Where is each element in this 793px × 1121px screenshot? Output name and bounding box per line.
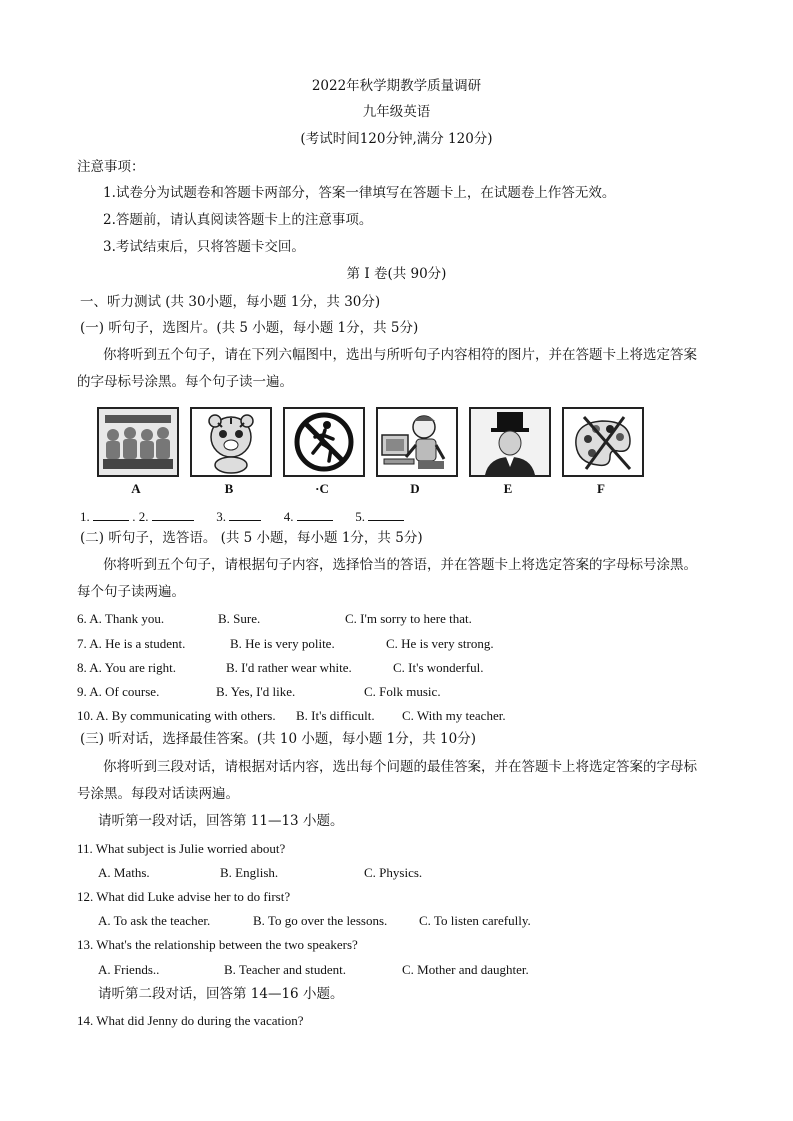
picture-b [190, 407, 272, 477]
part1-title: 第 Ⅰ 卷(共 90分) [346, 266, 447, 282]
dialogue1-intro: 请听第一段对话，回答第 11—13 小题。 [98, 813, 344, 829]
exam-title: 2022年秋学期教学质量调研 [311, 78, 482, 94]
q11-option-a: A. Maths. [98, 865, 150, 880]
q7-option-b: B. He is very polite. [230, 636, 335, 651]
q12-text: 12. What did Luke advise her to do first? [77, 889, 291, 904]
q12-option-a: A. To ask the teacher. [98, 913, 211, 928]
sub1-instruction-1: 你将听到五个句子，请在下列六幅图中，选出与所听句子内容相符的图片，并在答题卡上将选定答案 [103, 347, 697, 363]
q8-option-b: B. I'd rather wear white. [226, 660, 352, 675]
notice-item-3: 3.考试结束后，只将答题卡交回。 [103, 239, 305, 255]
sub2-title: (二) 听句子，选答语。 (共 5 小题，每小题 1分，共 5分) [80, 530, 423, 546]
q10-option-c: C. With my teacher. [402, 708, 506, 723]
blank-1-number: 1. [80, 509, 90, 524]
picture-e [469, 407, 551, 477]
picture-c-label: ·C [315, 481, 329, 496]
answer-blanks-row [80, 508, 404, 523]
picture-d-label: D [410, 481, 420, 496]
q9-option-b: B. Yes, I'd like. [216, 684, 296, 699]
sub2-instruction-2: 每个句子读两遍。 [77, 584, 185, 600]
q8-option-a: 8. A. You are right. [77, 660, 176, 675]
q10-option-b: B. It's difficult. [296, 708, 375, 723]
picture-c [283, 407, 365, 477]
q7-option-c: C. He is very strong. [386, 636, 494, 651]
notice-heading: 注意事项： [77, 159, 145, 175]
sub3-instruction-1: 你将听到三段对话，请根据对话内容，选出每个问题的最佳答案，并在答题卡上将选定答案的字母标 [103, 759, 697, 775]
blank-3[interactable] [229, 508, 261, 521]
q13-text: 13. What's the relationship between the two speakers? [77, 937, 358, 952]
man-in-top-hat-icon [471, 409, 549, 475]
blank-4-number: 4. [283, 509, 294, 524]
q8-option-c: C. It's wonderful. [393, 660, 484, 675]
section1-title: 一、听力测试 (共 30小题，每小题 1分，共 30分) [80, 294, 381, 310]
audience-icon [99, 409, 177, 475]
sub1-title: (一) 听句子，选图片。(共 5 小题，每小题 1分，共 5分) [80, 320, 419, 336]
q6-option-a: 6. A. Thank you. [77, 611, 165, 626]
computer-user-icon [378, 409, 456, 475]
q7-option-a: 7. A. He is a student. [77, 636, 186, 651]
picture-b-label: B [224, 481, 234, 496]
q13-option-c: C. Mother and daughter. [402, 962, 529, 977]
exam-subject: 九年级英语 [362, 104, 431, 120]
q14-text: 14. What did Jenny do during the vacation? [77, 1013, 304, 1028]
tiger-cartoon-icon [192, 409, 270, 475]
picture-a [97, 407, 179, 477]
blank-3-number: 3. [216, 509, 226, 524]
q11-option-c: C. Physics. [364, 865, 423, 880]
picture-f [562, 407, 644, 477]
paint-palette-icon [564, 409, 642, 475]
picture-e-label: E [503, 481, 513, 496]
q11-text: 11. What subject is Julie worried about? [77, 841, 286, 856]
sub2-instruction-1: 你将听到五个句子，请根据句子内容，选择恰当的答语，并在答题卡上将选定答案的字母标号涂黑。 [103, 557, 697, 573]
notice-item-1: 1.试卷分为试题卷和答题卡两部分，答案一律填写在答题卡上，在试题卷上作答无效。 [103, 185, 616, 201]
q9-option-a: 9. A. Of course. [77, 684, 160, 699]
picture-a-label: A [131, 481, 141, 496]
q10-option-a: 10. A. By communicating with others. [77, 708, 276, 723]
blank-1[interactable] [93, 508, 129, 521]
blank-2-number: . 2. [132, 509, 149, 524]
sub3-instruction-2: 号涂黑。每段对话读两遍。 [77, 786, 239, 802]
blank-2[interactable] [152, 508, 194, 521]
picture-d [376, 407, 458, 477]
q9-option-c: C. Folk music. [364, 684, 441, 699]
q12-option-c: C. To listen carefully. [419, 913, 531, 928]
dialogue2-intro: 请听第二段对话，回答第 14—16 小题。 [98, 986, 344, 1002]
blank-5-number: 5. [355, 509, 365, 524]
q12-option-b: B. To go over the lessons. [253, 913, 388, 928]
q11-option-b: B. English. [220, 865, 279, 880]
notice-item-2: 2.答题前，请认真阅读答题卡上的注意事项。 [103, 212, 373, 228]
exam-info: (考试时间120分钟,满分 120分) [300, 131, 493, 147]
q6-option-b: B. Sure. [218, 611, 261, 626]
blank-4[interactable] [297, 508, 333, 521]
blank-5[interactable] [368, 508, 404, 521]
sub3-title: (三) 听对话，选择最佳答案。(共 10 小题，每小题 1分，共 10分) [80, 731, 476, 747]
q13-option-b: B. Teacher and student. [224, 962, 346, 977]
picture-f-label: F [597, 481, 605, 496]
sub1-instruction-2: 的字母标号涂黑。每个句子读一遍。 [77, 374, 293, 390]
q13-option-a: A. Friends.. [98, 962, 160, 977]
no-running-sign-icon [285, 409, 363, 475]
q6-option-c: C. I'm sorry to here that. [345, 611, 472, 626]
